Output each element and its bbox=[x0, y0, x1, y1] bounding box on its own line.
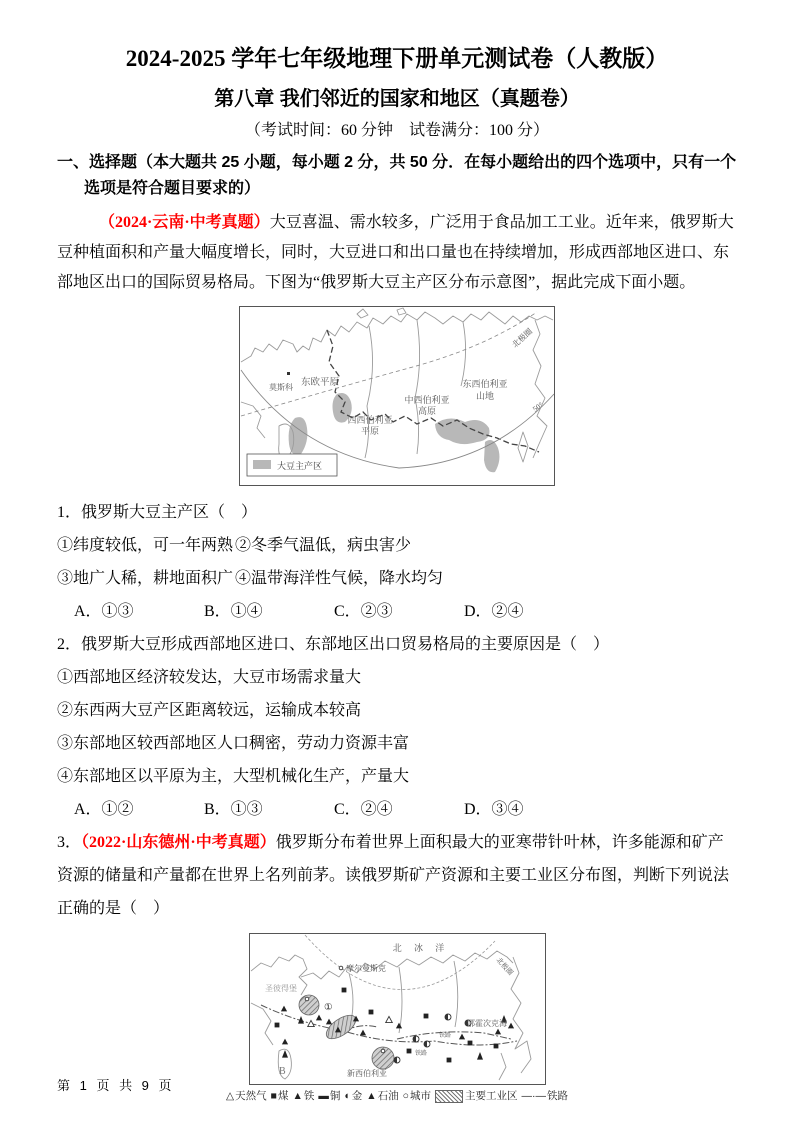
label-west-siberian-plain: 西西伯利亚 bbox=[347, 415, 393, 425]
soybean-map-figure bbox=[57, 306, 737, 486]
label-arctic-circle: 北极圈 bbox=[494, 955, 515, 977]
legend-item-coal: ■煤 bbox=[270, 1090, 289, 1102]
question-2-number: 2． bbox=[57, 636, 82, 653]
industrial-area-swatch bbox=[435, 1090, 463, 1103]
legend-item-copper: ▬铜 bbox=[318, 1090, 341, 1102]
marker-circle-1: ① bbox=[323, 1003, 333, 1013]
label-railway-1: 铁路 bbox=[438, 1033, 451, 1039]
choice-b: B．①④ bbox=[204, 603, 263, 620]
coal-icon: ■ bbox=[270, 1090, 277, 1102]
page-number: 第 1 页 共 9 页 bbox=[57, 1078, 175, 1093]
gold-icon: ◐ bbox=[344, 1090, 351, 1102]
exam-info: （考试时间：60 分钟 试卷满分：100 分） bbox=[244, 122, 549, 139]
soybean-legend-label: 大豆主产区 bbox=[277, 461, 323, 471]
question-1 bbox=[57, 496, 737, 628]
label-arctic-ocean: 北 冰 洋 bbox=[392, 943, 449, 953]
question-2-stem: 2．俄罗斯大豆形成西部地区进口、东部地区出口贸易格局的主要原因是（ ） bbox=[57, 636, 610, 653]
question-1-number: 1． bbox=[57, 504, 82, 521]
copper-icon: ▬ bbox=[318, 1090, 329, 1102]
option-4: ④温带海洋性气候，降水均匀 bbox=[235, 570, 444, 587]
label-arctic-circle: 北极圈 bbox=[510, 326, 535, 350]
option-2: ②东西两大豆产区距离较远，运输成本较高 bbox=[57, 702, 362, 719]
label-50-parallel: 50° bbox=[530, 400, 545, 414]
option-4: ④东部地区以平原为主，大型机械化生产，产量大 bbox=[57, 768, 410, 785]
choice-b: B．①③ bbox=[204, 801, 263, 818]
chapter-title: 第八章 我们邻近的国家和地区（真题卷） bbox=[214, 88, 580, 110]
marker-b: B bbox=[278, 1066, 286, 1077]
label-okhotsk-sea: 鄂霍次克海 bbox=[466, 1019, 507, 1028]
question-3-number: 3． bbox=[57, 834, 82, 851]
choice-d: D．③④ bbox=[464, 801, 524, 818]
oil-icon: ▲ bbox=[366, 1090, 377, 1102]
question-1-option-row-1 bbox=[57, 529, 737, 562]
railway-icon: —·— bbox=[521, 1090, 546, 1102]
choice-a: A．①③ bbox=[74, 603, 134, 620]
legend-item-gas: △天然气 bbox=[226, 1090, 267, 1102]
moscow-dot bbox=[287, 372, 290, 375]
question-2-choices bbox=[57, 793, 737, 826]
page-title: 2024-2025 学年七年级地理下册单元测试卷（人教版） bbox=[125, 46, 669, 71]
label-central-siberian-plateau-2: 高原 bbox=[417, 406, 437, 416]
label-east-european-plain: 东欧平原 bbox=[301, 378, 340, 388]
legend-item-iron: ▲铁 bbox=[292, 1090, 315, 1102]
intro-text: 大豆喜温、需水较多，广泛用于食品加工工业。近年来，俄罗斯大豆种植面积和产量大幅度增长，同时，大豆进口和出口量也在持续增加，形成西部地区进口、东部地区出口的国际贸易格局。下图为“俄罗斯大豆主产区分布示意图”，据此完成下面小题。 bbox=[57, 214, 734, 291]
map1-legend bbox=[247, 454, 337, 476]
option-1: ①西部地区经济较发达，大豆市场需求量大 bbox=[57, 669, 362, 686]
soybean-map-canvas bbox=[239, 306, 555, 486]
question-2 bbox=[57, 628, 737, 826]
legend-item-railway: —·—铁路 bbox=[521, 1090, 568, 1102]
source-tag: （2022·山东德州·中考真题） bbox=[81, 834, 276, 851]
label-moscow: 莫斯科 bbox=[269, 383, 293, 392]
choice-d: D．②④ bbox=[464, 603, 524, 620]
label-railway-2: 铁路 bbox=[414, 1051, 427, 1057]
label-murmansk: 摩尔曼斯克 bbox=[345, 964, 386, 973]
option-2: ②冬季气温低，病虫害少 bbox=[235, 537, 412, 554]
question-3-stem: 3．（2022·山东德州·中考真题）俄罗斯分布着世界上面积最大的亚寒带针叶林，许多能源和矿产资源的储量和产量都在世界上名列前茅。读俄罗斯矿产资源和主要工业区分布图，判断下列说法正确的是（ ） bbox=[57, 834, 730, 917]
gas-icon: △ bbox=[226, 1090, 235, 1102]
legend-item-oil: ▲石油 bbox=[366, 1090, 399, 1102]
label-novosibirsk: 新西伯利亚 bbox=[346, 1069, 387, 1078]
option-3: ③地广人稀，耕地面积广 bbox=[57, 570, 234, 587]
question-1-stem: 1．俄罗斯大豆主产区（ ） bbox=[57, 504, 258, 521]
label-east-siberian-mountains-2: 山地 bbox=[475, 391, 495, 401]
soybean-area-swatch bbox=[253, 460, 271, 469]
legend-item-city: ○城市 bbox=[402, 1090, 431, 1102]
legend-item-industrial-area: 主要工业区 bbox=[435, 1087, 518, 1105]
label-west-siberian-plain-2: 平原 bbox=[360, 426, 380, 436]
mineral-map-canvas bbox=[249, 933, 546, 1085]
choice-a: A．①② bbox=[74, 801, 134, 818]
choice-c: C．②③ bbox=[334, 603, 393, 620]
question-1-option-row-2 bbox=[57, 562, 737, 595]
option-1: ①纬度较低，可一年两熟 bbox=[57, 537, 234, 554]
legend-item-gold: ◐金 bbox=[344, 1090, 363, 1102]
city-icon: ○ bbox=[402, 1090, 409, 1102]
label-central-siberian-plateau: 中西伯利亚 bbox=[404, 395, 450, 405]
iron-icon: ▲ bbox=[292, 1090, 303, 1102]
question-1-choices bbox=[57, 595, 737, 628]
section-heading: 一、选择题（本大题共 25 小题，每小题 2 分，共 50 分．在每小题给出的四个选项中，只有一个选项是符合题目要求的） bbox=[57, 154, 737, 197]
choice-c: C．②④ bbox=[334, 801, 393, 818]
question-intro bbox=[57, 208, 737, 298]
label-st-petersburg: 圣彼得堡 bbox=[264, 984, 297, 993]
option-3: ③东部地区较西部地区人口稠密，劳动力资源丰富 bbox=[57, 735, 410, 752]
source-tag: （2024·云南·中考真题） bbox=[99, 214, 270, 231]
label-east-siberian-mountains: 东西伯利亚 bbox=[462, 379, 508, 389]
question-3 bbox=[57, 826, 737, 925]
